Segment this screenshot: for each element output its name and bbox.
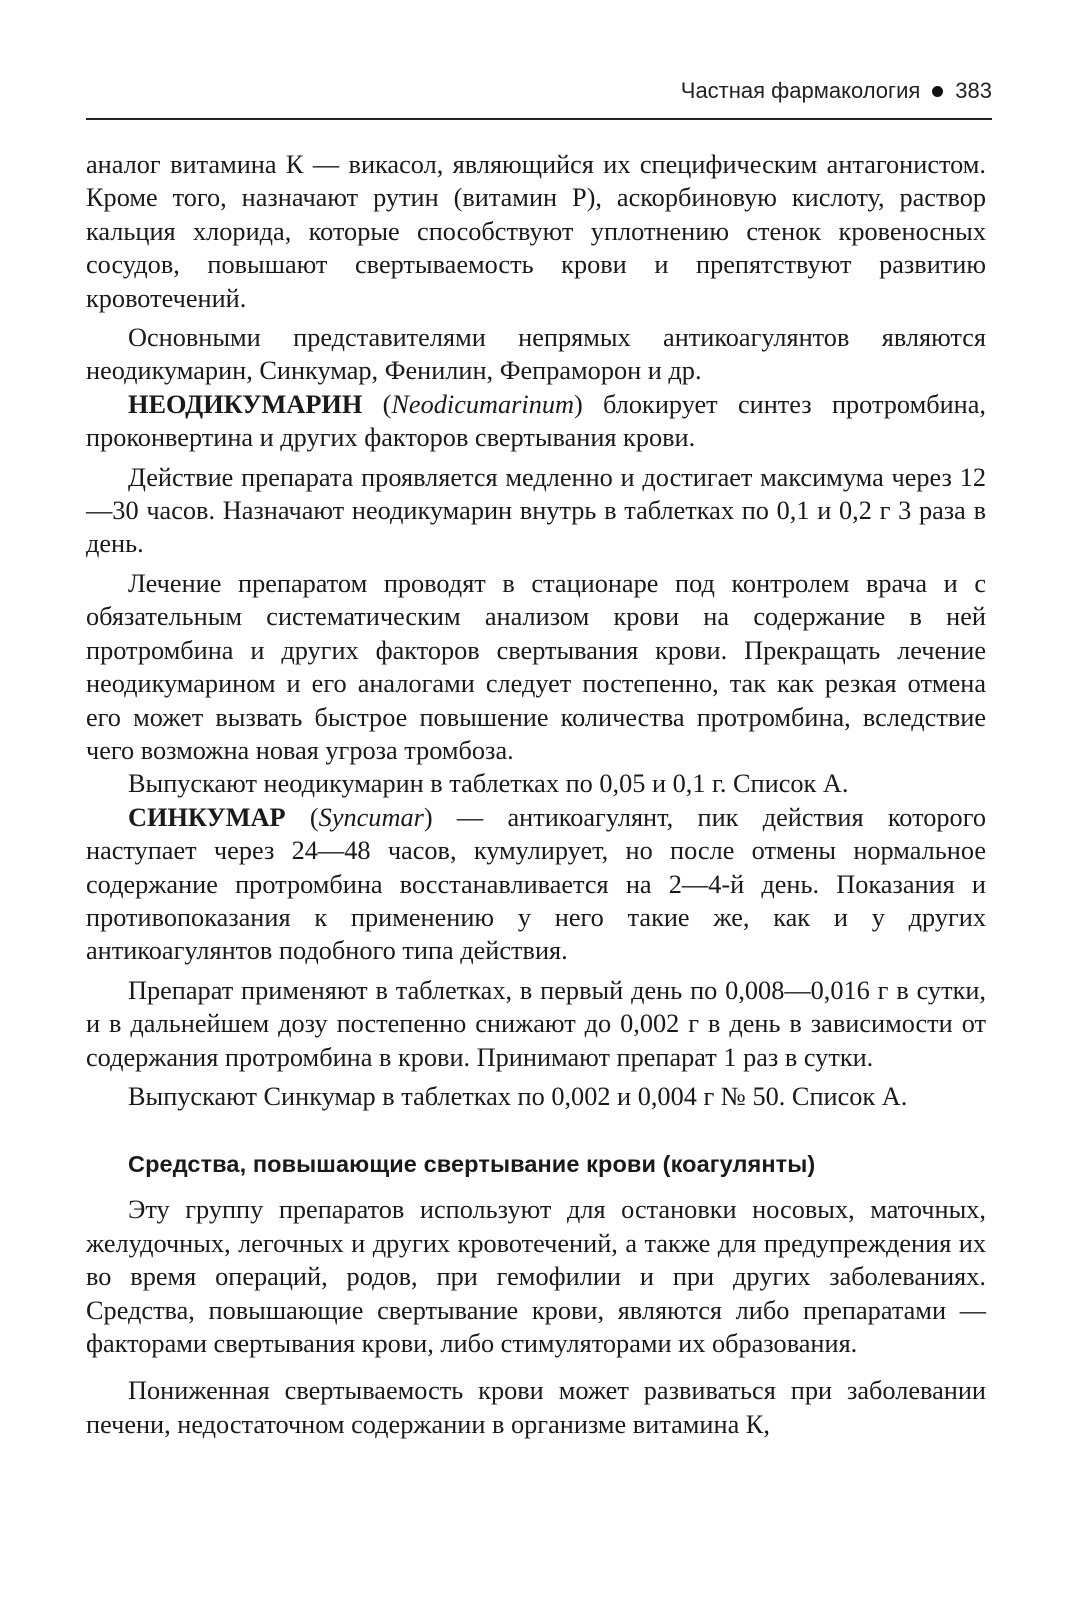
section-heading: Средства, повышающие свертывание крови (коагулянты) — [128, 1151, 816, 1178]
header-rule — [86, 118, 992, 120]
page-number: 383 — [955, 78, 992, 103]
running-title: Частная фармакология — [680, 78, 921, 103]
paragraph-text: блокирует синтез протромбина, проконвертина и других факторов свертывания крови. — [86, 389, 986, 453]
drug-name: СИНКУМАР — [128, 802, 286, 832]
paragraph: аналог витамина К — викасол, являющийся их специфическим антагонистом. Кроме того, назначают рутин (витамин Р), аскорбиновую кислоту, раствор кальция хлорида, которые способствуют уплотнению стенок кровеносных сосудов, повышают свертываемость крови и препятствуют развитию кровотечений. — [86, 150, 986, 313]
paragraph-syncumar: СИНКУМАР (Syncumar) — антикоагулянт, пик действия которого наступает через 24—48 часов, кумулирует, но после отмены нормальное содержание протромбина восстанавливается на 2—4-й день. Показания и противопоказания к применению у него такие же, как и у других антикоагулянтов подобного типа действия. — [86, 802, 986, 966]
paragraph: Пониженная свертываемость крови может развиваться при заболевании печени, недостаточном содержании в организме витамина К, — [86, 1376, 986, 1439]
paragraph: Выпускают Синкумар в таблетках по 0,002 и 0,004 г № 50. Список А. — [128, 1081, 908, 1111]
paragraph: Действие препарата проявляется медленно и достигает максимума через 12—30 часов. Назначают неодикумарин внутрь в таблетках по 0,1 и 0,2 г 3 раза в день. — [86, 462, 986, 559]
latin-name: Syncumar — [318, 802, 424, 832]
paragraph-text: — антикоагулянт, пик действия которого наступает через 24—48 часов, кумулирует, но после отмены нормальное содержание протромбина восстанавливается на 2—4-й день. Показания и противопоказания к применению у него такие же, как и у других антикоагулянтов подобного типа действия. — [86, 802, 986, 966]
running-head — [681, 78, 992, 104]
paragraph: Лечение препаратом проводят в стационаре под контролем врача и с обязательным систематическим анализом крови на содержание в ней протромбина и других факторов свертывания крови. Прекращать лечение неодикумарином и его аналогами следует постепенно, так как резкая отмена его может вызвать быстрое повышение количества протромбина, вследствие чего возможна новая угроза тромбоза. — [86, 568, 986, 765]
paragraph: Эту группу препаратов используют для остановки носовых, маточных, желудочных, легочных и других кровотечений, а также для предупреждения их во время операций, родов, при гемофилии и при других заболеваниях. Средства, повышающие свертывание крови, являются либо препаратами — факторами свертывания крови, либо стимуляторами их образования. — [86, 1195, 986, 1358]
bullet-separator-icon — [932, 86, 943, 97]
drug-name: НЕОДИКУМАРИН — [128, 389, 363, 419]
paragraph-neodicumarin: НЕОДИКУМАРИН (Neodicumarinum) блокирует синтез протромбина, проконвертина и других факторов свертывания крови. — [86, 389, 986, 453]
body-text — [86, 148, 986, 1441]
paragraph: Основными представителями непрямых антикоагулянтов являются неодикумарин, Синкумар, Фенилин, Фепраморон и др. — [86, 323, 986, 386]
paragraph: Препарат применяют в таблетках, в первый день по 0,008—0,016 г в сутки, и в дальнейшем дозу постепенно снижают до 0,002 г в день в зависимости от содержания протромбина в крови. Принимают препарат 1 раз в сутки. — [86, 975, 986, 1072]
latin-name: Neodicumarinum — [391, 389, 574, 419]
paragraph: Выпускают неодикумарин в таблетках по 0,05 и 0,1 г. Список А. — [128, 769, 849, 799]
